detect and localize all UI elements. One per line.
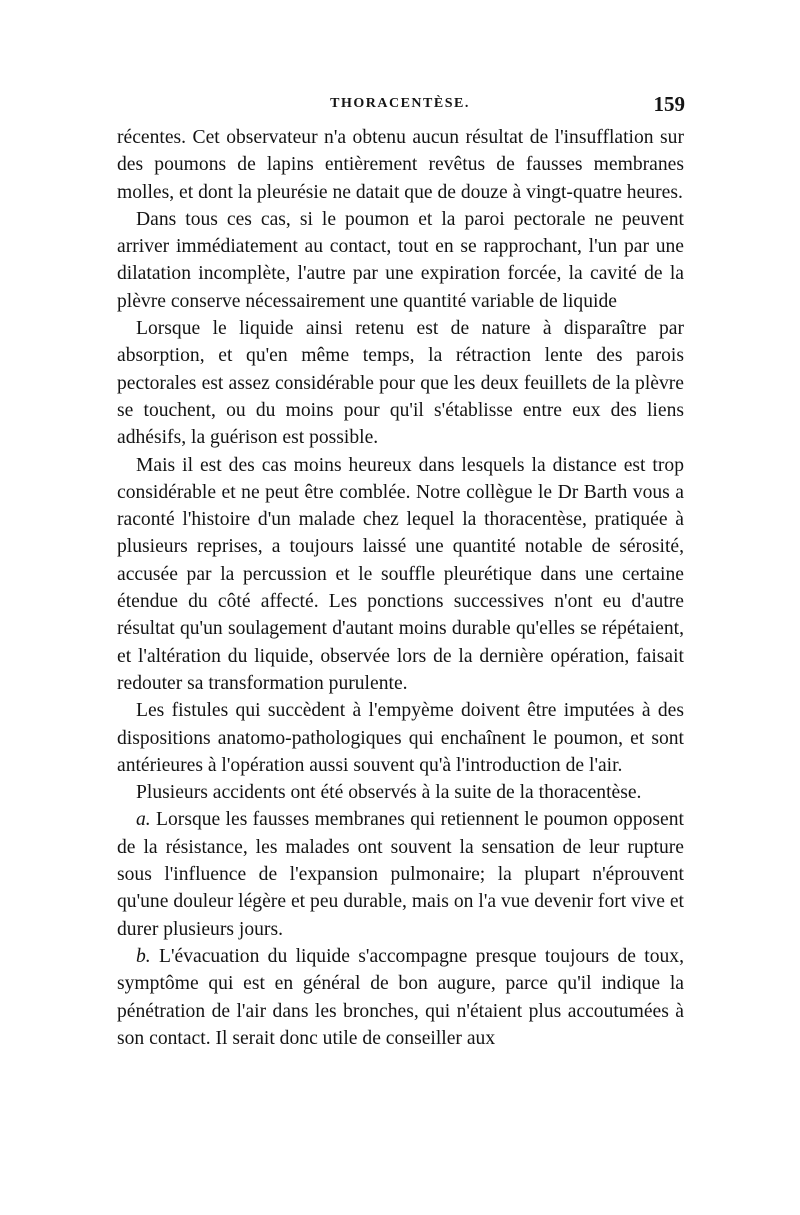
running-head xyxy=(115,92,685,122)
paragraph-pleural-cavity: Dans tous ces cas, si le poumon et la paroi pectorale ne peuvent arriver immédiatement au contact, tout en se rapprochant, l'un par une dilatation incomplète, l'autre par une expiration forcée, la cavité de la plèvre conserve nécessairement une quantité variable de liquide xyxy=(117,208,684,312)
paragraph-fistules: Les fistules qui succèdent à l'empyème doivent être imputées à des dispositions anatomo-pathologiques qui enchaînent le poumon, et sont antérieures à l'opération aussi souvent qu'à l'introduction de l'air. xyxy=(117,700,684,776)
list-marker-a: a. xyxy=(136,809,151,831)
list-text-a: Lorsque les fausses membranes qui retiennent le poumon opposent de la résistance, les malades ont souvent la sensation de leur rupture sous l'influence de l'expansion pulmonaire; la plupart n'éprouvent qu'une douleur légère et peu durable, mais on l'a vue devenir fort vive et durer plusieurs jours. xyxy=(117,809,684,940)
paragraph-barth-case: Mais il est des cas moins heureux dans lesquels la distance est trop considérable et ne peut être comblée. Notre collègue le Dr Barth vous a raconté l'histoire d'un malade chez lequel la thoracentèse, pratiquée à plusieurs reprises, a toujours laissé une quantité notable de sérosité, accusée par la percussion et le souffle pleurétique dans une certaine étendue du côté affecté. Les ponctions successives n'ont eu d'autre résultat qu'un soulagement d'autant moins durable qu'elles se répétaient, et l'altération du liquide, observée lors de la dernière opération, faisait redouter sa transformation purulente. xyxy=(117,454,684,694)
page-number: 159 xyxy=(653,92,685,116)
list-item-a xyxy=(117,806,684,942)
paragraph-absorption: Lorsque le liquide ainsi retenu est de nature à disparaître par absorption, et qu'en même temps, la rétraction lente des parois pectorales est assez considérable pour que les deux feuillets de la plèvre se touchent, ou du moins pour qu'il s'établisse entre eux des liens adhésifs, la guérison est possible. xyxy=(117,318,684,449)
running-title: THORACENTÈSE. xyxy=(330,96,470,111)
paragraph-accidents: Plusieurs accidents ont été observés à la suite de la thoracentèse. xyxy=(136,782,642,804)
paragraph-continuation: récentes. Cet observateur n'a obtenu aucun résultat de l'insufflation sur des poumons de lapins entièrement revêtus de fausses membranes molles, et dont la pleurésie ne datait que de douze à vingt-quatre heures. xyxy=(117,127,684,203)
list-text-b: L'évacuation du liquide s'accompagne presque toujours de toux, symptôme qui est en général de bon augure, parce qu'il indique la pénétration de l'air dans les bronches, qui n'étaient plus accoutumées à son contact. Il serait donc utile de conseiller aux xyxy=(117,945,684,1049)
list-marker-b: b. xyxy=(136,945,151,967)
list-item-b xyxy=(117,943,684,1052)
body-text xyxy=(117,124,684,1052)
